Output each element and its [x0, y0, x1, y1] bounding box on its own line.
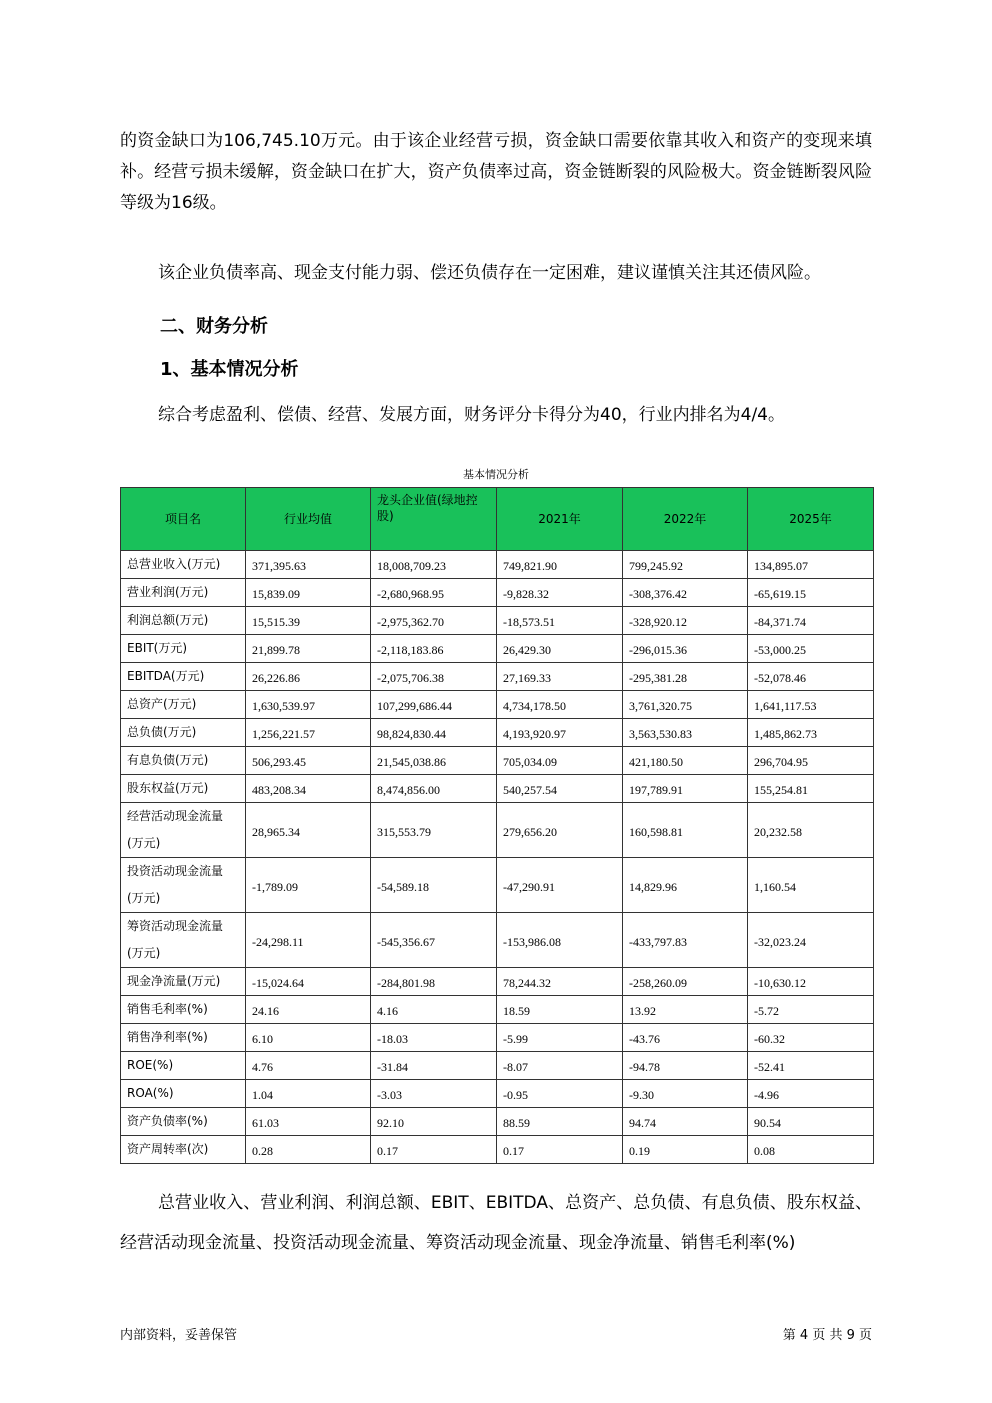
table-row: [121, 996, 874, 1024]
value-cell: -52,078.46: [748, 663, 874, 691]
value-cell: -284,801.98: [371, 968, 497, 996]
value-cell: 1,256,221.57: [246, 719, 371, 747]
basic-analysis-table: [120, 487, 874, 1164]
value-cell: 18.59: [497, 996, 623, 1024]
value-cell: 94.74: [623, 1108, 748, 1136]
value-cell: -43.76: [623, 1024, 748, 1052]
value-cell: 540,257.54: [497, 775, 623, 803]
value-cell: 88.59: [497, 1108, 623, 1136]
value-cell: -32,023.24: [748, 913, 874, 968]
body-paragraph-debt-risk: 该企业负债率高、现金支付能力弱、偿还负债存在一定困难，建议谨慎关注其还债风险。: [158, 263, 821, 283]
value-cell: 107,299,686.44: [371, 691, 497, 719]
value-cell: 61.03: [246, 1108, 371, 1136]
value-cell: 134,895.07: [748, 551, 874, 579]
value-cell: 315,553.79: [371, 803, 497, 858]
footer-page-number: 第 4 页 共 9 页: [782, 1328, 872, 1343]
value-cell: -0.95: [497, 1080, 623, 1108]
value-cell: 296,704.95: [748, 747, 874, 775]
value-cell: -65,619.15: [748, 579, 874, 607]
value-cell: -84,371.74: [748, 607, 874, 635]
value-cell: -545,356.67: [371, 913, 497, 968]
header-year-2022: 2022年: [623, 488, 748, 551]
value-cell: -8.07: [497, 1052, 623, 1080]
value-cell: 28,965.34: [246, 803, 371, 858]
row-label-cell: 筹资活动现金流量(万元): [121, 913, 246, 968]
value-cell: -15,024.64: [246, 968, 371, 996]
value-cell: -52.41: [748, 1052, 874, 1080]
header-leader-value: 龙头企业值(绿地控股): [371, 488, 497, 551]
row-label-cell: ROE(%): [121, 1052, 246, 1080]
value-cell: -308,376.42: [623, 579, 748, 607]
value-cell: -53,000.25: [748, 635, 874, 663]
row-label-cell: 经营活动现金流量(万元): [121, 803, 246, 858]
row-label-cell: 总负债(万元): [121, 719, 246, 747]
table-row: [121, 635, 874, 663]
section-heading-financial-analysis: 二、财务分析: [160, 316, 268, 337]
row-label-cell: 有息负债(万元): [121, 747, 246, 775]
value-cell: -258,260.09: [623, 968, 748, 996]
value-cell: -3.03: [371, 1080, 497, 1108]
table-row: [121, 691, 874, 719]
value-cell: 3,761,320.75: [623, 691, 748, 719]
table-row: [121, 913, 874, 968]
row-label-cell: ROA(%): [121, 1080, 246, 1108]
row-label-cell: 现金净流量(万元): [121, 968, 246, 996]
value-cell: 18,008,709.23: [371, 551, 497, 579]
value-cell: -94.78: [623, 1052, 748, 1080]
value-cell: 90.54: [748, 1108, 874, 1136]
table-row: [121, 663, 874, 691]
value-cell: 15,839.09: [246, 579, 371, 607]
value-cell: 15,515.39: [246, 607, 371, 635]
value-cell: 155,254.81: [748, 775, 874, 803]
value-cell: 4,193,920.97: [497, 719, 623, 747]
value-cell: 1,630,539.97: [246, 691, 371, 719]
table-row: [121, 803, 874, 858]
value-cell: -5.72: [748, 996, 874, 1024]
value-cell: -54,589.18: [371, 858, 497, 913]
value-cell: 20,232.58: [748, 803, 874, 858]
table-row: [121, 719, 874, 747]
value-cell: -24,298.11: [246, 913, 371, 968]
value-cell: 26,226.86: [246, 663, 371, 691]
value-cell: -153,986.08: [497, 913, 623, 968]
value-cell: 6.10: [246, 1024, 371, 1052]
table-row: [121, 747, 874, 775]
value-cell: 749,821.90: [497, 551, 623, 579]
value-cell: 705,034.09: [497, 747, 623, 775]
table-row: [121, 551, 874, 579]
value-cell: 421,180.50: [623, 747, 748, 775]
value-cell: -18,573.51: [497, 607, 623, 635]
body-paragraph-scorecard: 综合考虑盈利、偿债、经营、发展方面，财务评分卡得分为40，行业内排名为4/4。: [158, 405, 785, 425]
table-row: [121, 1052, 874, 1080]
value-cell: 14,829.96: [623, 858, 748, 913]
value-cell: -31.84: [371, 1052, 497, 1080]
value-cell: 21,899.78: [246, 635, 371, 663]
header-year-2021: 2021年: [497, 488, 623, 551]
table-row: [121, 968, 874, 996]
value-cell: 8,474,856.00: [371, 775, 497, 803]
value-cell: 26,429.30: [497, 635, 623, 663]
table-row: [121, 607, 874, 635]
value-cell: -2,118,183.86: [371, 635, 497, 663]
value-cell: -295,381.28: [623, 663, 748, 691]
value-cell: 279,656.20: [497, 803, 623, 858]
row-label-cell: 投资活动现金流量(万元): [121, 858, 246, 913]
value-cell: -10,630.12: [748, 968, 874, 996]
value-cell: 0.17: [371, 1136, 497, 1164]
row-label-cell: 销售净利率(%): [121, 1024, 246, 1052]
value-cell: 506,293.45: [246, 747, 371, 775]
value-cell: 1,641,117.53: [748, 691, 874, 719]
value-cell: 1,160.54: [748, 858, 874, 913]
table-caption: 基本情况分析: [463, 468, 529, 481]
body-paragraph-indicator-list: 总营业收入、营业利润、利润总额、EBIT、EBITDA、总资产、总负债、有息负债、股东权益、经营活动现金流量、投资活动现金流量、筹资活动现金流量、现金净流量、销售毛利率(%): [120, 1193, 872, 1253]
table-row: [121, 1108, 874, 1136]
value-cell: 1.04: [246, 1080, 371, 1108]
value-cell: 799,245.92: [623, 551, 748, 579]
value-cell: 4.16: [371, 996, 497, 1024]
value-cell: 483,208.34: [246, 775, 371, 803]
body-paragraph-funding-gap: 的资金缺口为106,745.10万元。由于该企业经营亏损，资金缺口需要依靠其收入和资产的变现来填补。经营亏损未缓解，资金缺口在扩大，资产负债率过高，资金链断裂的风险极大。资金链断裂风险等级为16级。: [120, 131, 872, 213]
row-label-cell: EBITDA(万元): [121, 663, 246, 691]
row-label-cell: 营业利润(万元): [121, 579, 246, 607]
header-item-name: 项目名: [121, 488, 246, 551]
value-cell: 0.19: [623, 1136, 748, 1164]
value-cell: 160,598.81: [623, 803, 748, 858]
row-label-cell: 资产周转率(次): [121, 1136, 246, 1164]
value-cell: -2,075,706.38: [371, 663, 497, 691]
value-cell: -60.32: [748, 1024, 874, 1052]
value-cell: -47,290.91: [497, 858, 623, 913]
table-row: [121, 1080, 874, 1108]
value-cell: -2,680,968.95: [371, 579, 497, 607]
row-label-cell: 资产负债率(%): [121, 1108, 246, 1136]
subsection-heading-basic-analysis: 1、基本情况分析: [160, 359, 299, 380]
value-cell: -5.99: [497, 1024, 623, 1052]
value-cell: -4.96: [748, 1080, 874, 1108]
value-cell: -9.30: [623, 1080, 748, 1108]
value-cell: -18.03: [371, 1024, 497, 1052]
row-label-cell: 总营业收入(万元): [121, 551, 246, 579]
table-row: [121, 579, 874, 607]
value-cell: -296,015.36: [623, 635, 748, 663]
row-label-cell: 总资产(万元): [121, 691, 246, 719]
row-label-cell: 利润总额(万元): [121, 607, 246, 635]
value-cell: 0.17: [497, 1136, 623, 1164]
value-cell: 1,485,862.73: [748, 719, 874, 747]
value-cell: -9,828.32: [497, 579, 623, 607]
value-cell: 4.76: [246, 1052, 371, 1080]
value-cell: 92.10: [371, 1108, 497, 1136]
table-row: [121, 1136, 874, 1164]
table-header-row: [121, 488, 874, 551]
header-industry-avg: 行业均值: [246, 488, 371, 551]
value-cell: 98,824,830.44: [371, 719, 497, 747]
value-cell: 197,789.91: [623, 775, 748, 803]
row-label-cell: 销售毛利率(%): [121, 996, 246, 1024]
value-cell: -1,789.09: [246, 858, 371, 913]
value-cell: 0.08: [748, 1136, 874, 1164]
row-label-cell: EBIT(万元): [121, 635, 246, 663]
value-cell: 3,563,530.83: [623, 719, 748, 747]
footer-confidential-note: 内部资料，妥善保管: [120, 1328, 238, 1343]
table-row: [121, 775, 874, 803]
value-cell: 0.28: [246, 1136, 371, 1164]
value-cell: 13.92: [623, 996, 748, 1024]
value-cell: 78,244.32: [497, 968, 623, 996]
value-cell: -2,975,362.70: [371, 607, 497, 635]
table-row: [121, 858, 874, 913]
value-cell: 27,169.33: [497, 663, 623, 691]
value-cell: 371,395.63: [246, 551, 371, 579]
table-row: [121, 1024, 874, 1052]
value-cell: -433,797.83: [623, 913, 748, 968]
row-label-cell: 股东权益(万元): [121, 775, 246, 803]
value-cell: 4,734,178.50: [497, 691, 623, 719]
value-cell: 21,545,038.86: [371, 747, 497, 775]
value-cell: -328,920.12: [623, 607, 748, 635]
value-cell: 24.16: [246, 996, 371, 1024]
header-year-2025: 2025年: [748, 488, 874, 551]
